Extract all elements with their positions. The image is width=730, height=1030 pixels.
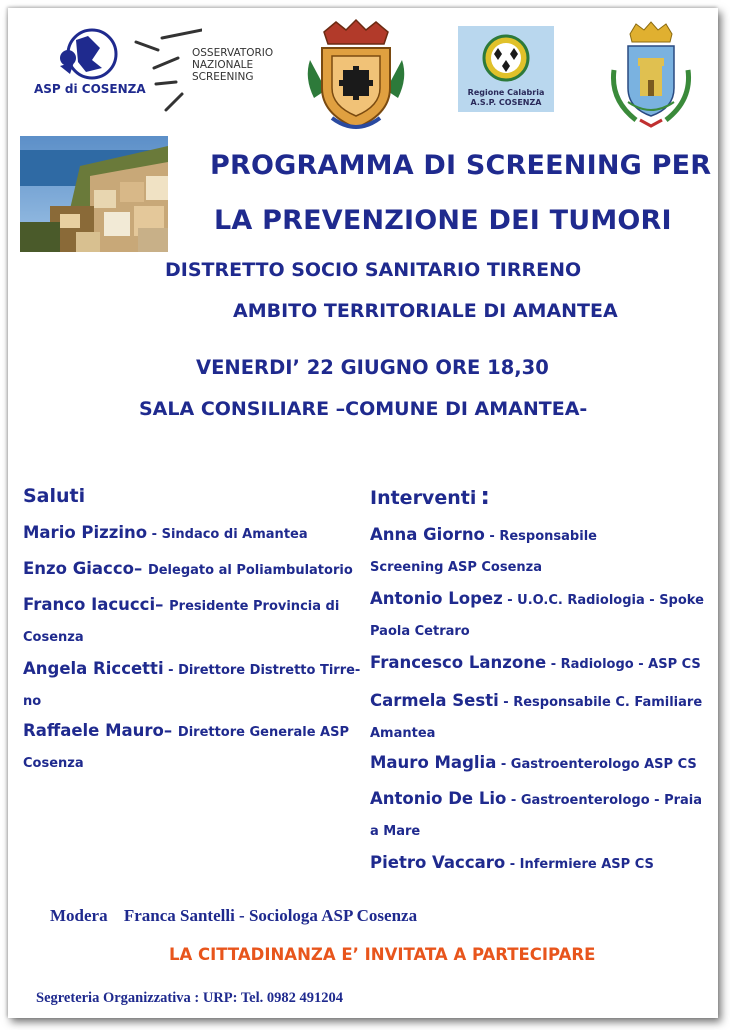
ambito-heading: AMBITO TERRITORIALE DI AMANTEA [233, 300, 618, 322]
speaker-role: Direttore Distretto Tirre- [178, 663, 361, 678]
speaker-role: Responsabile C. Familiare [513, 695, 703, 710]
amantea-coat-of-arms [606, 20, 696, 130]
separator: - [496, 757, 511, 772]
speaker-name: Carmela Sesti [370, 691, 499, 710]
speaker-role: Infermiere ASP CS [519, 857, 654, 872]
speaker-role: Delegato al Poliambulatorio [147, 563, 353, 578]
regione-line-1: Regione Calabria [467, 88, 545, 97]
speaker-role-cont: Cosenza [23, 630, 84, 645]
speaker-name: Mauro Maglia [370, 753, 497, 772]
separator: - [147, 527, 162, 542]
moderator-line [50, 906, 417, 926]
speaker-role-cont: Screening ASP Cosenza [370, 560, 543, 575]
interventi-item-3 [370, 648, 701, 679]
speaker-role-cont: Cosenza [23, 756, 84, 771]
observatory-line-1: OSSERVATORIO [192, 47, 274, 59]
separator: - [484, 529, 500, 544]
regione-calabria-logo [458, 26, 554, 112]
saluti-item-2 [23, 554, 353, 585]
speaker-name: Antonio De Lio [370, 789, 507, 808]
speaker-role: Gastroenterologo ASP CS [510, 757, 697, 772]
speaker-role: Sindaco di Amantea [161, 527, 308, 542]
province-coat-of-arms [296, 18, 416, 133]
interventi-item-7 [370, 848, 654, 879]
observatory-text [192, 47, 273, 83]
district-heading: DISTRETTO SOCIO SANITARIO TIRRENO [165, 259, 582, 281]
separator: - [505, 857, 520, 872]
regione-emblem-icon [458, 26, 554, 88]
speaker-name: Enzo Giacco [23, 559, 134, 578]
saluti-item-4 [23, 654, 360, 716]
observatory-logo [132, 28, 282, 118]
interventi-item-2 [370, 584, 704, 646]
regione-text [458, 88, 554, 108]
saluti-heading: Saluti [23, 485, 86, 507]
segreteria-line: Segreteria Organizzativa : URP: Tel. 0982 491204 [36, 990, 343, 1006]
speaker-role: Presidente Provincia di [169, 599, 340, 614]
speaker-name: Franco Iacucci [23, 595, 156, 614]
asp-logo-text: ASP di COSENZA [34, 82, 146, 96]
asp-cosenza-logo [30, 26, 146, 98]
flyer-page [8, 8, 718, 1018]
interventi-item-1 [370, 520, 597, 582]
asp-globe-icon [30, 26, 142, 81]
observatory-line-2: NAZIONALE [192, 59, 254, 71]
event-date: VENERDI’ 22 GIUGNO ORE 18,30 [196, 356, 549, 379]
moderator-label: Modera [50, 906, 108, 925]
separator: – [163, 721, 178, 740]
interventi-heading [370, 482, 490, 510]
title-line-1: PROGRAMMA DI SCREENING PER [210, 150, 712, 181]
speaker-name: Raffaele Mauro [23, 721, 164, 740]
speaker-role-cont: a Mare [370, 824, 421, 839]
separator: - [502, 593, 518, 608]
interventi-item-5 [370, 748, 697, 779]
separator: - [546, 657, 561, 672]
speaker-role-cont: Amantea [370, 726, 436, 741]
observatory-line-3: SCREENING [192, 71, 254, 83]
separator: - [498, 695, 514, 710]
speaker-name: Francesco Lanzone [370, 653, 547, 672]
interventi-item-6 [370, 784, 702, 846]
separator: – [155, 595, 170, 614]
separator: – [133, 559, 148, 578]
interventi-item-4 [370, 686, 702, 748]
speaker-name: Anna Giorno [370, 525, 485, 544]
interventi-heading-text: Interventi [370, 487, 477, 509]
speaker-name: Mario Pizzino [23, 523, 148, 542]
amantea-coast-photo [20, 136, 168, 252]
saluti-list [23, 518, 368, 788]
speaker-role: U.O.C. Radiologia - Spoke [517, 593, 704, 608]
speaker-role: Gastroenterologo - Praia [520, 793, 703, 808]
speaker-role: Radiologo - ASP CS [560, 657, 701, 672]
interventi-list [370, 520, 715, 890]
saluti-item-5 [23, 716, 349, 778]
invite-line: LA CITTADINANZA E’ INVITATA A PARTECIPARE [169, 945, 596, 964]
separator: - [163, 663, 179, 678]
regione-line-2: A.S.P. COSENZA [470, 98, 542, 107]
speaker-role: Direttore Generale ASP [177, 725, 349, 740]
moderator-text: Franca Santelli - Sociologa ASP Cosenza [123, 906, 418, 925]
separator: - [506, 793, 521, 808]
speaker-name: Angela Riccetti [23, 659, 164, 678]
speaker-role: Responsabile [499, 529, 597, 544]
interventi-colon: : [480, 482, 490, 510]
saluti-item-3 [23, 590, 339, 652]
title-line-2: LA PREVENZIONE DEI TUMORI [214, 205, 672, 236]
speaker-role-cont: no [23, 694, 42, 709]
speaker-name: Pietro Vaccaro [370, 853, 506, 872]
speaker-role-cont: Paola Cetraro [370, 624, 470, 639]
speaker-name: Antonio Lopez [370, 589, 503, 608]
event-venue: SALA CONSILIARE –COMUNE DI AMANTEA- [139, 398, 588, 420]
saluti-item-1 [23, 518, 308, 549]
